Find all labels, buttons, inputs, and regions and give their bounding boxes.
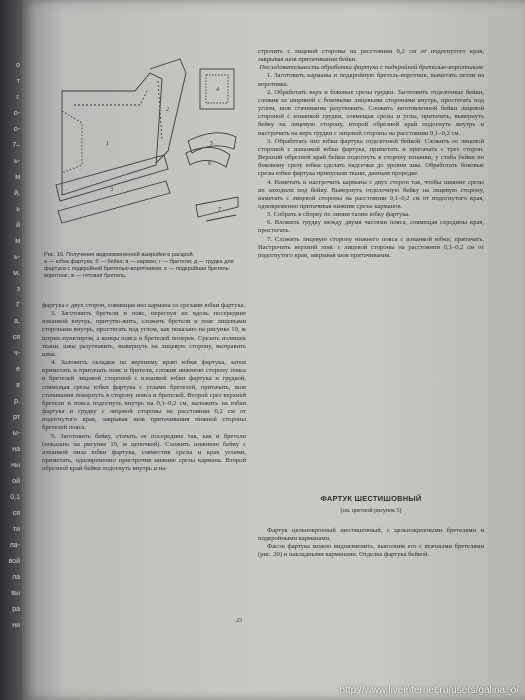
left-paragraph: 4. Заложить складки по верхнему краю юбки фартука, затем приметать и притачать пояс и бретели, сложив нижнюю сторону пояса и бретелей лицевой стороной с изнанкой юбки фартука и грудкой, совмещая срезы юбки фартука с углами бретелей, притачать, шов стачивания повернуть в сторону пояса и бретелей. Второй срез верхней бретели и пояса подогнуть внутрь на 0,1–0,2 см, наложить на юбки фартука и грудку с лицевой стороны на расстоянии 0,2 см от подогнутого края, закрывая шов притачивания нижней стороны бретелей пояса. <box>42 359 246 432</box>
facing-page-fragment: ра <box>12 606 20 613</box>
step-item: 5. Собрать в сборку по линии талии юбку фартука. <box>267 211 410 219</box>
figure-label-1: 1 <box>106 141 109 147</box>
figure-caption-title: Рис. 19. Получение видоизмененной выкройки в раскрой: <box>44 252 195 258</box>
steps-list <box>258 72 484 260</box>
facing-page-fragment: ь- <box>14 158 20 165</box>
figure-label-6: 6 <box>208 161 211 167</box>
facing-page-fragment: з <box>16 286 20 293</box>
facing-page-fragment: в <box>16 382 20 389</box>
figure-caption <box>44 252 244 280</box>
left-paragraph: фартука с двух сторон, совмещая низ кармана со срезами юбки фартука. <box>42 302 246 309</box>
strap-pattern <box>56 155 168 201</box>
watermark-url: http://www.liveinternet.ru/users/galina_o/ <box>339 685 519 696</box>
facing-page-fragment: м <box>15 238 20 245</box>
facing-page-fragment: Г <box>16 302 20 309</box>
figure-label-5: 5 <box>210 141 213 147</box>
facing-page-fragment: ни <box>12 622 20 629</box>
facing-page-fragment: ы- <box>12 430 20 437</box>
step-item: 2. Обработать верх и боковые срезы грудки. Заготовить отделочные бейки, сложив ее шириной с боковыми лицевыми сторонами внутрь, простегать под углом, шов стачивания разутюжить. Сложить заготовленной бейки лицевой стороной с изнанкой грудки, совмещая срезы и углы, притачать, вывернуть бейку на лицевую сторону, второй обрезной край подогнуть внутрь и настрочить на верх грудки с лицевой стороны на расстоянии 0,1–0,2 см. <box>258 88 484 137</box>
facing-page-fragment: й, <box>14 190 20 197</box>
left-text-column <box>42 302 246 473</box>
left-paragraph: 5. Заготовить бейку, стачать ее посередине так, как и бретели (показано на рисунке 19, ж цепочкой). Сложить нижнюю бейку с изнанкой низа юбки фартука, совместив срезы и края углами, приметать, одновременно пристрочив нижние срезы кармана. Второй обрезной край бейки подогнуть внутрь и на- <box>42 432 246 473</box>
facing-page-fragment: вы <box>11 590 20 597</box>
section-heading: Последовательность обработки фартука с подкройной бретелью-воротником <box>259 64 483 72</box>
section2-paragraph: Фартук цельнокроеный шестишовный, с цельнокроеными бретелями и подкройными карманами. <box>258 527 484 543</box>
facing-page-fragment: ь <box>16 206 20 213</box>
facing-page-fragment: вой <box>8 558 20 565</box>
facing-page-fragment: ны <box>11 462 20 469</box>
book-binding-edge <box>0 0 22 700</box>
facing-page-fragment: р. <box>14 398 20 405</box>
pattern-figure <box>40 45 240 245</box>
step-item: 6. Вложить грудку между двумя частями пояса, совмещая середины края, простегать. <box>258 219 484 235</box>
step-item: 3. Обработать низ юбки фартука отделочной бейкой. Сложить ее лицевой стороной с изнанкой юбки фартука, приметать и притачать с трех сторон. Верхний обрезной край бейки подогнуть в сторону изнанки, у стаба бейки по боковому срезу юбки сделать надсечки до уровня шва. Обработать боковые срезы юбки фартука припуском ткани, данным проредке. <box>258 137 484 178</box>
facing-page-fragment: е <box>16 366 20 373</box>
section-title: ФАРТУК ШЕСТИШОВНЫЙ <box>320 494 422 503</box>
facing-page-fragment: м, <box>13 270 20 277</box>
facing-page-fragment: ч- <box>14 350 20 357</box>
facing-page-fragment: ся <box>12 510 20 517</box>
facing-page-fragment: на <box>12 446 20 453</box>
facing-page-fragment: ти <box>12 526 20 533</box>
facing-page-fragment: м <box>15 174 20 181</box>
facing-page-fragment: а, <box>14 318 20 325</box>
section2-text <box>258 527 484 560</box>
facing-page-fragment: 0,1 <box>10 494 20 501</box>
figure-label-4: 4 <box>216 87 219 93</box>
facing-page-fragment: й <box>16 222 20 229</box>
right-text-column <box>258 48 484 260</box>
facing-page-fragment: т <box>16 78 20 85</box>
left-paragraph: 3. Заготовить бретели и пояс, перегнув их вдоль посередине изнанкой внутрь, притутю-жить, сложить бретели и пояс лицевыми сторонами внутрь, простегать под углом, как показано на рисунке 19, ж штрих-пунктиром, а концы пояса и бретелей поперек. Срезать излишек ткани, швы разутюжить, вывернуть на лицевую сторону, выправить швы. <box>42 310 246 358</box>
right-top-paragraph: строчить с лицевой стороны на расстоянии 0,2 см от подогнутого края, закрывая шов притачивания бейки. <box>258 48 484 64</box>
facing-page-fragment: ь- <box>14 254 20 261</box>
facing-page-fragment: о- <box>13 126 20 133</box>
facing-page-fragment: ся <box>12 334 20 341</box>
facing-page-fragment: рт <box>13 414 20 421</box>
page-number: 23 <box>236 618 242 624</box>
figure-label-7: 7 <box>218 207 221 213</box>
step-item: 1. Заготовить карманы и подкройную бретель-воротник, выметать петли на воротнике. <box>258 72 484 88</box>
facing-page-fragment: о <box>16 62 20 69</box>
facing-page-fragment: ла <box>12 574 20 581</box>
facing-page-fragment: ой <box>12 478 20 485</box>
figure-label-3: 3 <box>110 187 113 193</box>
facing-page-fragment: ла- <box>9 542 20 549</box>
facing-page-fragment: 7– <box>12 142 20 149</box>
section2-paragraph: Фасон фартука можно видоизменить, выполнив его с втачными бретелями (рис. 20) и накладными карманами. Отделка фартука бейкой. <box>258 543 484 559</box>
step-item: 7. Сложить лицевую сторону нижнего пояса с изнанкой юбки, притачать. Настрочить верхний пояс с лицевой стороны на расстоянии 0,1–0,2 см от подогнутого края, закрывая шов притачивания. <box>258 235 484 259</box>
section-subtitle: (см. цветной рисунок 5) <box>340 508 402 514</box>
facing-page-fragment: о- <box>13 110 20 117</box>
step-item: 4. Наметать и настрочить карманы с двух сторон так, чтобы нижние срезы их заходили под бейку. Вывернуть отделочную бейку на лицевую сторону, наметать с лицевой стороны на расстоянии 0,1–0,2 см от подогнутого края, одновременно притачивая нижние срезы карманов. <box>258 178 484 210</box>
facing-page-fragment: г. <box>16 94 20 101</box>
figure-label-2: 2 <box>166 107 169 113</box>
figure-caption-body: а — юбка фартука; б — бейка; в — карман; г — бретели; д — грудка для фартука с подкройной бретелью-воротником; е — подкройная бретель-воротник; ж — готовая бретель. <box>44 259 234 279</box>
finished-strap-pattern <box>196 197 238 217</box>
